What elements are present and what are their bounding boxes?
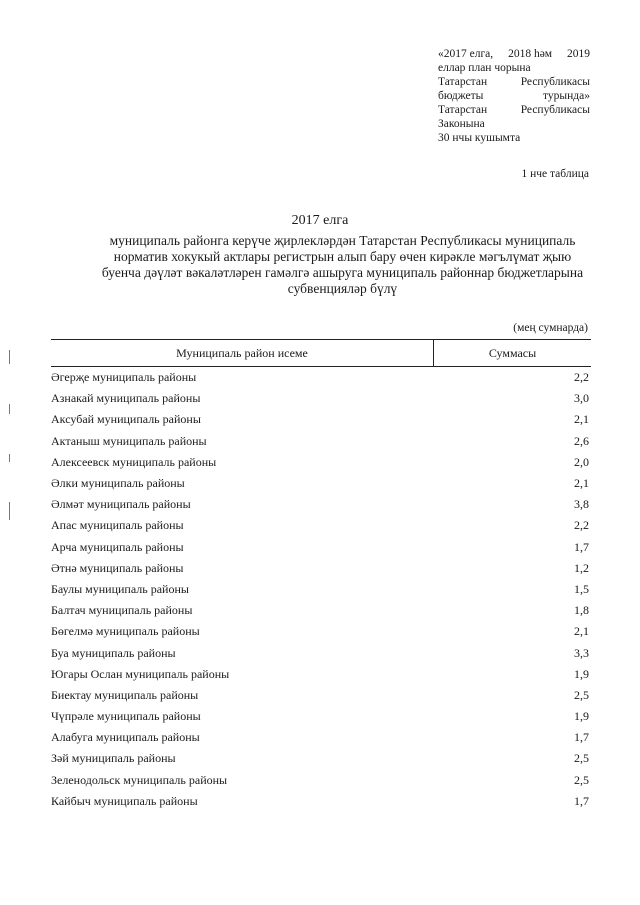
district-name: Биектау муниципаль районы — [51, 687, 199, 702]
table-row — [51, 515, 591, 536]
table-row — [51, 367, 591, 389]
district-name: Әгерҗе муниципаль районы — [51, 370, 197, 385]
table-row — [51, 664, 591, 685]
amount-value: 2,5 — [574, 751, 589, 766]
reference-line: еллар план чорына — [438, 62, 531, 74]
table-row — [51, 600, 591, 621]
district-name: Алексеевск муниципаль районы — [51, 454, 217, 469]
amount-value: 2,2 — [574, 370, 589, 385]
table-row — [51, 388, 591, 409]
amount-value: 1,2 — [574, 560, 589, 575]
table-row — [51, 579, 591, 600]
amount-value: 1,8 — [574, 603, 589, 618]
amount-value: 2,5 — [574, 687, 589, 702]
table-row — [51, 558, 591, 579]
amount-value: 1,7 — [574, 539, 589, 554]
district-name: Әлмәт муниципаль районы — [51, 497, 191, 512]
district-name: Әтнә муниципаль районы — [51, 560, 184, 575]
amount-value: 1,5 — [574, 581, 589, 596]
district-name: Арча муниципаль районы — [51, 539, 184, 554]
table-row — [51, 791, 591, 812]
table-row — [51, 452, 591, 473]
district-name: Апас муниципаль районы — [51, 518, 184, 533]
amount-value: 2,1 — [574, 412, 589, 427]
district-name: Зәй муниципаль районы — [51, 751, 176, 766]
reference-line: 30 нчы кушымта — [438, 132, 521, 144]
district-name: Актаныш муниципаль районы — [51, 433, 207, 448]
reference-line: Татарстан Республикасы — [438, 104, 590, 116]
reference-line: Татарстан Республикасы — [438, 76, 590, 88]
table-row — [51, 473, 591, 494]
amount-value: 1,7 — [574, 793, 589, 808]
district-name: Чүпрәле муниципаль районы — [51, 709, 201, 724]
district-name: Зеленодольск муниципаль районы — [51, 772, 228, 787]
table-row — [51, 494, 591, 515]
amount-value: 1,9 — [574, 709, 589, 724]
district-name: Әлки муниципаль районы — [51, 476, 185, 491]
table-row — [51, 621, 591, 642]
table-row — [51, 537, 591, 558]
amount-value: 2,1 — [574, 476, 589, 491]
district-name: Бөгелмә муниципаль районы — [51, 624, 200, 639]
district-name: Аксубай муниципаль районы — [51, 412, 201, 427]
law-reference-block — [438, 47, 590, 145]
amount-value: 3,0 — [574, 391, 589, 406]
table-row — [51, 642, 591, 663]
district-name: Алабуга муниципаль районы — [51, 730, 200, 745]
table-row — [51, 727, 591, 748]
amount-value: 2,0 — [574, 454, 589, 469]
amount-value: 1,7 — [574, 730, 589, 745]
subvention-table — [51, 339, 591, 812]
unit-note: (мең сумнарда) — [513, 322, 588, 334]
table-row — [51, 706, 591, 727]
amount-value: 2,6 — [574, 433, 589, 448]
amount-value: 3,8 — [574, 497, 589, 512]
district-name: Кайбыч муниципаль районы — [51, 793, 198, 808]
document-title: муниципаль районга керүче җирлекләрдән Татарстан Республикасы муниципаль норматив хокукый актлары регистрын алып бару өчен кирәкле мәгълүмат җыю буенча дәүләт вәкаләтләрен гамәлгә ашыруга муниципаль районнар бюджетларына субвенцияләр бүлү — [101, 233, 584, 296]
year-heading: 2017 елга — [291, 213, 349, 228]
amount-value: 3,3 — [574, 645, 589, 660]
district-name: Азнакай муниципаль районы — [51, 391, 201, 406]
district-name: Буа муниципаль районы — [51, 645, 176, 660]
table-row — [51, 770, 591, 791]
column-header-amount: Суммасы — [434, 340, 592, 367]
scan-margin-marks — [9, 350, 13, 560]
table-row — [51, 409, 591, 430]
amount-value: 1,9 — [574, 666, 589, 681]
table-header-row — [51, 340, 591, 367]
column-header-district: Муниципаль район исеме — [51, 340, 434, 367]
table-row — [51, 431, 591, 452]
table-row — [51, 685, 591, 706]
reference-line: «2017 елга, 2018 һәм 2019 — [438, 48, 590, 60]
reference-line: Законына — [438, 118, 485, 130]
amount-value: 2,1 — [574, 624, 589, 639]
table-number: 1 нче таблица — [521, 168, 589, 180]
amount-value: 2,5 — [574, 772, 589, 787]
district-name: Югары Ослан муниципаль районы — [51, 666, 230, 681]
amount-value: 2,2 — [574, 518, 589, 533]
district-name: Баулы муниципаль районы — [51, 581, 189, 596]
table-row — [51, 748, 591, 769]
reference-line: бюджеты турында» — [438, 90, 590, 102]
district-name: Балтач муниципаль районы — [51, 603, 193, 618]
